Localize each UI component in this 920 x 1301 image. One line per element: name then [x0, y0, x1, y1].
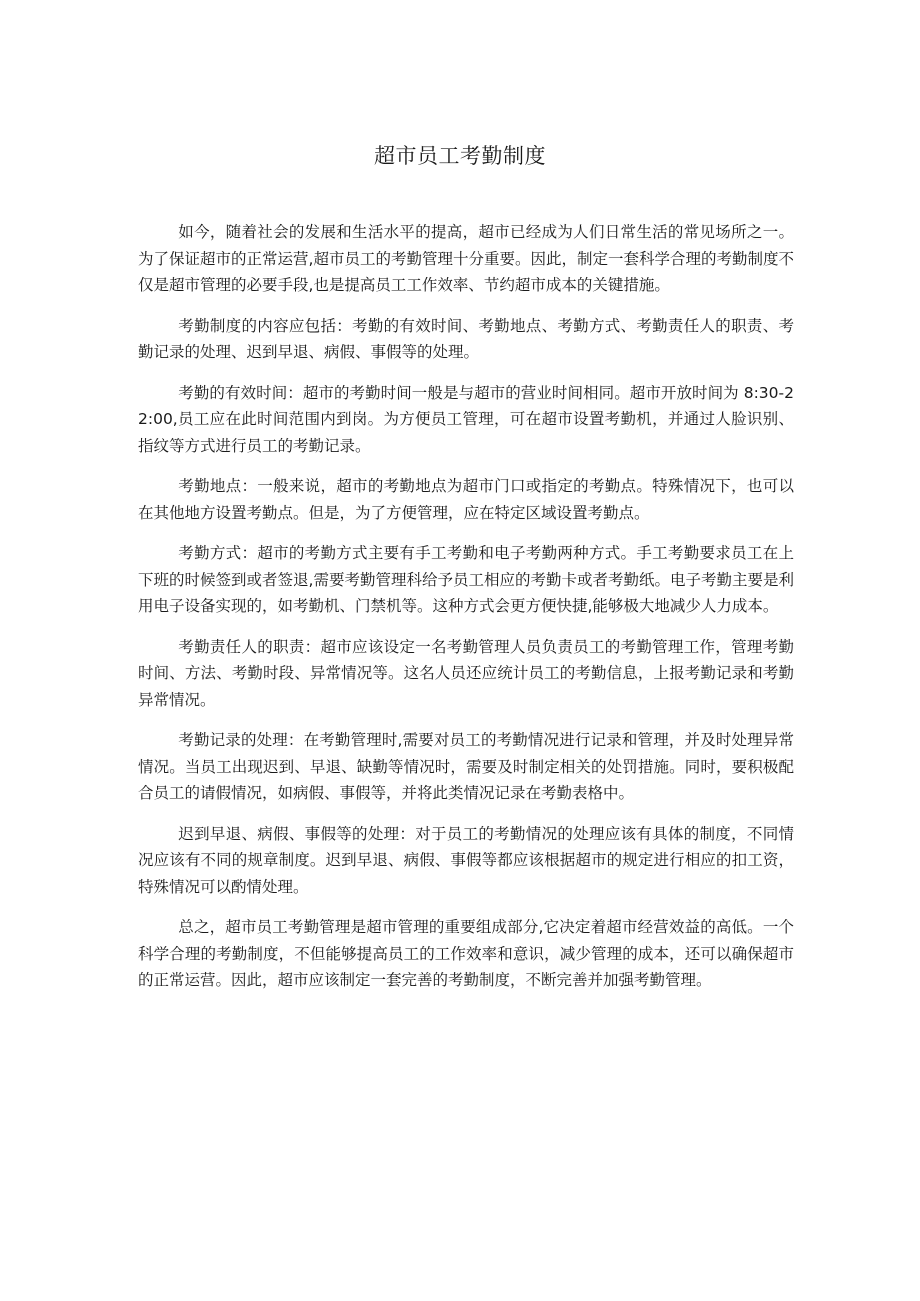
paragraph-records: 考勤记录的处理：在考勤管理时,需要对员工的考勤情况进行记录和管理，并及时处理异常情况。当员工出现迟到、早退、缺勤等情况时，需要及时制定相关的处罚措施。同时，要积极配合员工的请假情况，如病假、事假等，并将此类情况记录在考勤表格中。 — [138, 731, 794, 802]
paragraph-contents: 考勤制度的内容应包括：考勤的有效时间、考勤地点、考勤方式、考勤责任人的职责、考勤记录的处理、迟到早退、病假、事假等的处理。 — [138, 316, 794, 361]
paragraph-responsibility: 考勤责任人的职责：超市应该设定一名考勤管理人员负责员工的考勤管理工作，管理考勤时间、方法、考勤时段、异常情况等。这名人员还应统计员工的考勤信息，上报考勤记录和考勤异常情况。 — [138, 637, 794, 709]
paragraph-lateness-leave: 迟到早退、病假、事假等的处理：对于员工的考勤情况的处理应该有具体的制度，不同情况应该有不同的规章制度。迟到早退、病假、事假等都应该根据超市的规定进行相应的扣工资，特殊情况可以酌情处理。 — [138, 824, 794, 896]
paragraph-method: 考勤方式：超市的考勤方式主要有手工考勤和电子考勤两种方式。手工考勤要求员工在上下班的时候签到或者签退,需要考勤管理科给予员工相应的考勤卡或者考勤纸。电子考勤主要是利用电子设备实现的，如考勤机、门禁机等。这种方式会更方便快捷,能够极大地减少人力成本。 — [138, 544, 794, 615]
paragraph-intro: 如今，随着社会的发展和生活水平的提高，超市已经成为人们日常生活的常见场所之一。为了保证超市的正常运营,超市员工的考勤管理十分重要。因此，制定一套科学合理的考勤制度不仅是超市管理的必要手段,也是提高员工工作效率、节约超市成本的关键措施。 — [138, 223, 794, 294]
paragraph-location: 考勤地点：一般来说，超市的考勤地点为超市门口或指定的考勤点。特殊情况下，也可以在其他地方设置考勤点。但是，为了方便管理，应在特定区域设置考勤点。 — [138, 477, 794, 522]
document-body — [138, 219, 794, 1008]
paragraph-conclusion: 总之，超市员工考勤管理是超市管理的重要组成部分,它决定着超市经营效益的高低。一个科学合理的考勤制度，不但能够提高员工的工作效率和意识，减少管理的成本，还可以确保超市的正常运营。因此，超市应该制定一套完善的考勤制度，不断完善并加强考勤管理。 — [138, 918, 794, 989]
document-title: 超市员工考勤制度 — [374, 144, 546, 168]
paragraph-valid-time: 考勤的有效时间：超市的考勤时间一般是与超市的营业时间相同。超市开放时间为 8:30-22:00,员工应在此时间范围内到岗。为方便员工管理，可在超市设置考勤机，并通过人脸识别、指纹等方式进行员工的考勤记录。 — [138, 383, 794, 455]
